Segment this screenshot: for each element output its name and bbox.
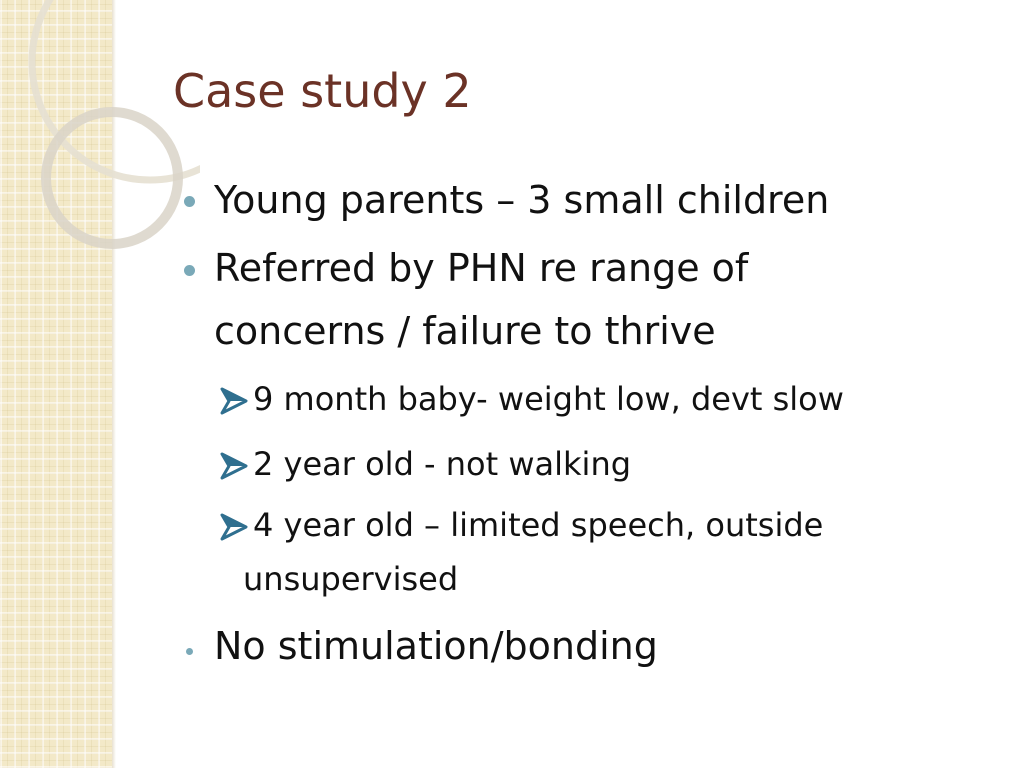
arrowhead-right-icon xyxy=(219,451,249,481)
sub-bullet-text-line1: 4 year old – limited speech, outside xyxy=(253,506,824,544)
bullet-dot xyxy=(184,265,195,276)
arrowhead-right-icon xyxy=(219,386,249,416)
arrowhead-right-icon xyxy=(219,512,249,542)
bullet-dot xyxy=(184,196,195,207)
sub-bullet-text: 9 month baby- weight low, devt slow xyxy=(253,380,844,418)
sub-bullet-text: 2 year old - not walking xyxy=(253,445,632,483)
sub-bullet-text-line2: unsupervised xyxy=(243,560,459,598)
bullet-text: Young parents – 3 small children xyxy=(214,178,830,222)
bullet-text-line1: Referred by PHN re range of xyxy=(214,246,749,290)
bullet-text-line2: concerns / failure to thrive xyxy=(214,309,716,353)
bullet-dot xyxy=(186,648,193,655)
slide-title: Case study 2 xyxy=(173,64,472,118)
bullet-text: No stimulation/bonding xyxy=(214,624,658,668)
